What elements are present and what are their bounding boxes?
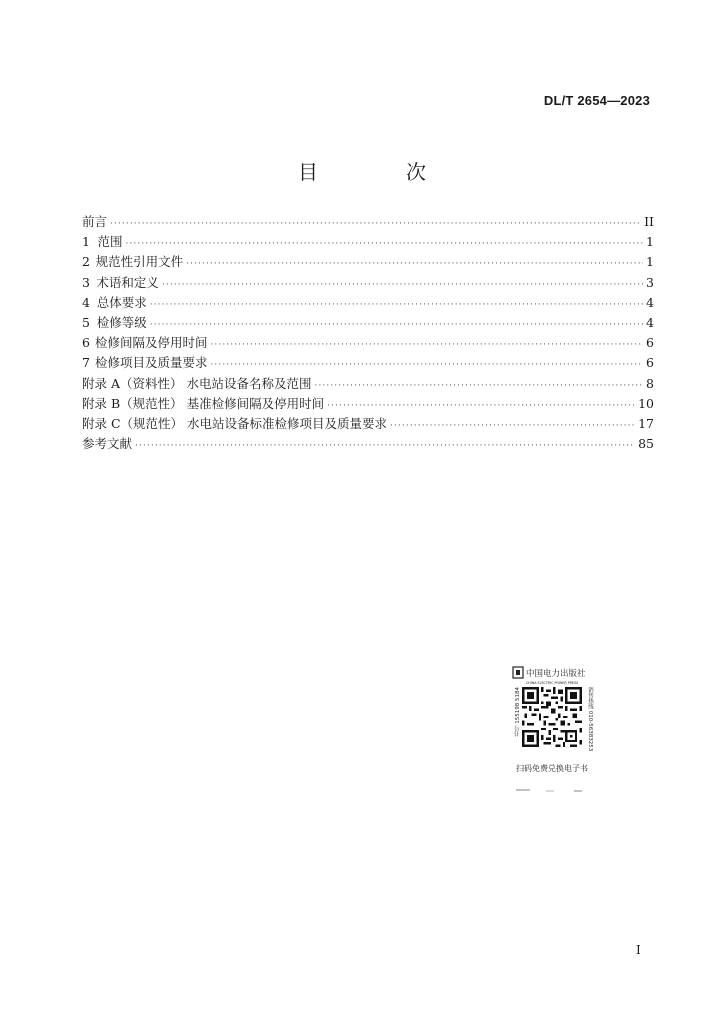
toc-leader <box>210 335 643 355</box>
toc-entry-4[interactable] <box>82 293 654 313</box>
toc-entry-text: 检修等级 <box>96 314 147 330</box>
toc-entry-1[interactable] <box>82 232 654 252</box>
toc-entry-appendix-c[interactable] <box>82 414 654 434</box>
standard-number: DL/T 2654—2023 <box>543 93 650 108</box>
toc-leader <box>125 234 643 254</box>
toc-entry-page: 6 <box>646 335 654 351</box>
toc-entry-appendix-a[interactable] <box>82 374 654 394</box>
toc-entry-page: 4 <box>646 314 654 330</box>
toc-entry-text: 参考文献 <box>82 436 133 452</box>
toc-entry-page: 3 <box>646 274 654 290</box>
toc-entry-page: 17 <box>638 415 654 431</box>
toc-entry-text: 规范性引用文件 <box>95 254 184 270</box>
toc-entry-page: 1 <box>646 234 654 250</box>
toc-entry-text: 范围 <box>97 234 123 250</box>
sales-hotline-text: 销售热线 010-56383253 <box>587 687 593 752</box>
toc-entry-references[interactable] <box>82 434 654 454</box>
toc-entry-number: 2 <box>82 254 90 270</box>
toc-entry-preface[interactable] <box>82 212 654 232</box>
toc-leader <box>186 254 643 274</box>
toc-entry-6[interactable] <box>82 333 654 353</box>
toc-entry-number: 3 <box>82 274 90 290</box>
toc-entry-number: 6 <box>82 335 90 351</box>
qr-caption-underline <box>516 789 586 793</box>
toc-entry-number: 1 <box>82 234 90 250</box>
table-of-contents <box>82 212 654 454</box>
toc-title: 目 次 <box>298 160 460 184</box>
page-number: I <box>636 943 641 957</box>
publisher-logo <box>512 665 592 687</box>
toc-entry-page: 10 <box>638 395 654 411</box>
qr-code-block[interactable] <box>506 665 598 795</box>
toc-entry-page: 8 <box>646 375 654 391</box>
qr-code-icon <box>522 687 582 747</box>
toc-leader <box>162 275 643 295</box>
toc-entry-text: 检修间隔及停用时间 <box>94 335 208 351</box>
toc-entry-page: 85 <box>638 436 654 452</box>
toc-entry-text: 总体要求 <box>96 294 147 310</box>
publisher-logo-text-en: CHINA ELECTRIC POWER PRESS <box>526 681 579 685</box>
toc-entry-text: 前言 <box>82 214 108 229</box>
toc-entry-text: 检修项目及质量要求 <box>94 355 208 371</box>
toc-entry-text: 附录 A（资料性） 水电站设备名称及范围 <box>82 375 312 391</box>
toc-entry-text: 术语和定义 <box>96 274 159 290</box>
toc-entry-number: 4 <box>82 294 90 310</box>
toc-leader <box>150 315 643 335</box>
toc-entry-2[interactable] <box>82 252 654 272</box>
publisher-logo-text: 中国电力出版社 <box>526 669 586 679</box>
toc-entry-appendix-b[interactable] <box>82 394 654 414</box>
toc-entry-number: 7 <box>82 355 90 371</box>
toc-entry-7[interactable] <box>82 353 654 373</box>
toc-entry-text: 附录 B（规范性） 基准检修间隔及停用时间 <box>82 395 325 411</box>
toc-entry-5[interactable] <box>82 313 654 333</box>
toc-leader <box>150 295 643 315</box>
toc-entry-text: 附录 C（规范性） 水电站设备标准检修项目及质量要求 <box>82 415 388 431</box>
toc-entry-number: 5 <box>82 314 90 330</box>
qr-caption: 扫码免费兑换电子书 <box>516 764 588 773</box>
toc-leader <box>390 416 635 436</box>
isbn-text: 书号 155198 5184 <box>515 687 521 737</box>
toc-entry-page: 6 <box>646 355 654 371</box>
toc-leader <box>135 436 635 456</box>
toc-leader <box>210 355 643 375</box>
toc-entry-page: II <box>644 214 654 229</box>
toc-leader <box>110 214 641 234</box>
toc-leader <box>314 376 643 396</box>
toc-entry-page: 4 <box>646 294 654 310</box>
toc-entry-page: 1 <box>646 254 654 270</box>
toc-leader <box>327 396 635 416</box>
toc-entry-3[interactable] <box>82 273 654 293</box>
